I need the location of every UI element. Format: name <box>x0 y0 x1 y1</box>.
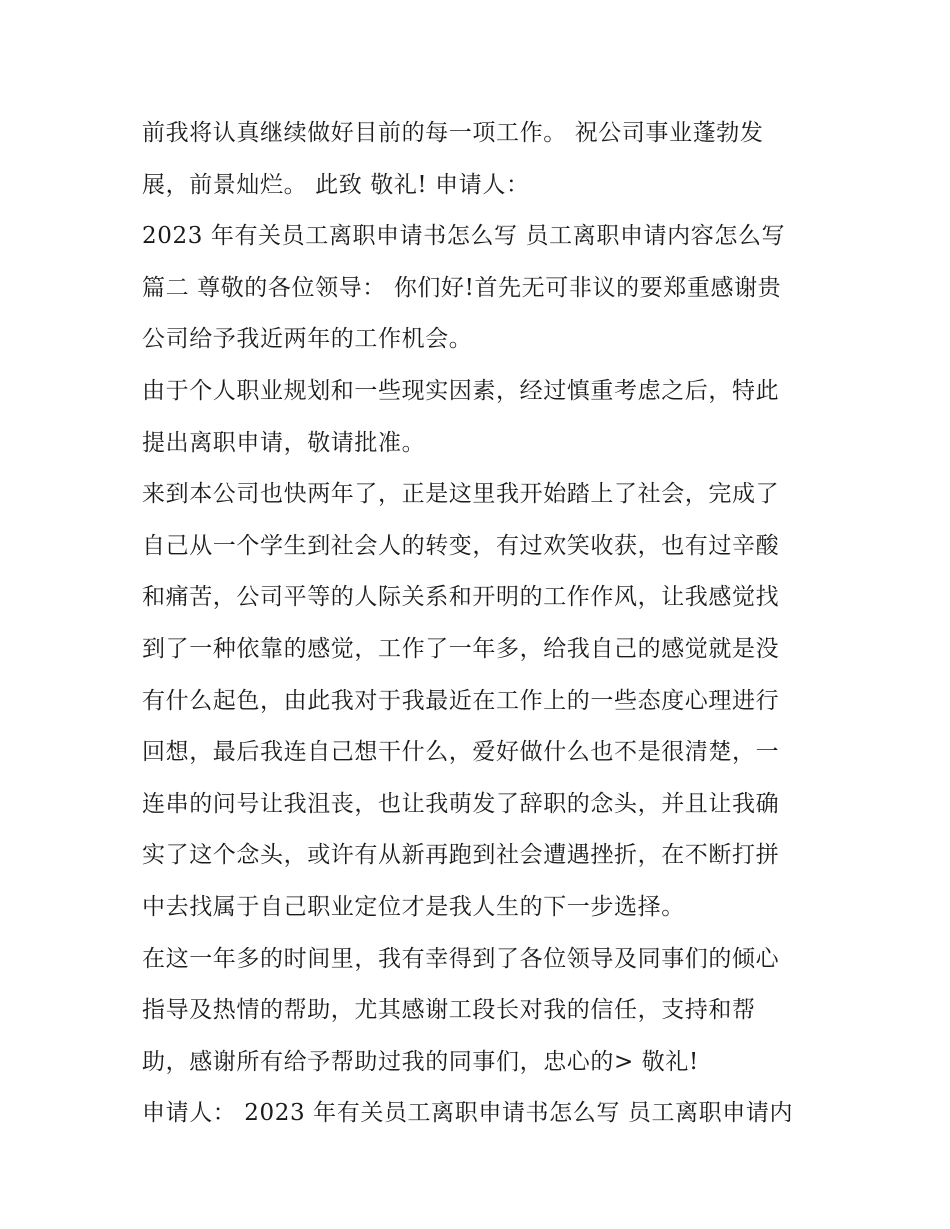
body-text <box>142 108 822 1140</box>
text-line: 来到本公司也快两年了，正是这里我开始踏上了社会，完成了 <box>142 481 780 508</box>
text-line: 申请人： 2023 年有关员工离职申请书怎么写 员工离职申请内 <box>142 1100 794 1127</box>
text-line: 公司给予我近两年的工作机会。 <box>142 326 473 353</box>
text-line: 连串的问号让我沮丧，也让我萌发了辞职的念头，并且让我确 <box>142 790 780 817</box>
text-line: 篇二 尊敬的各位领导： 你们好!首先无可非议的要郑重感谢贵 <box>142 274 782 301</box>
text-line: 自己从一个学生到社会人的转变，有过欢笑收获，也有过辛酸 <box>142 532 780 559</box>
text-line: 助，感谢所有给予帮助过我的同事们，忠心的> 敬礼! <box>142 1048 699 1075</box>
text-line: 展，前景灿烂。 此致 敬礼! 申请人： <box>142 171 530 198</box>
text-line: 指导及热情的帮助，尤其感谢工段长对我的信任，支持和帮 <box>142 997 756 1024</box>
text-line: 有什么起色，由此我对于我最近在工作上的一些态度心理进行 <box>142 687 780 714</box>
text-line: 2023 年有关员工离职申请书怎么写 员工离职申请内容怎么写 <box>142 223 786 250</box>
text-line: 和痛苦，公司平等的人际关系和开明的工作作风，让我感觉找 <box>142 584 780 611</box>
text-line: 回想，最后我连自己想干什么，爱好做什么也不是很清楚，一 <box>142 739 780 766</box>
text-line: 前我将认真继续做好目前的每一项工作。 祝公司事业蓬勃发 <box>142 120 764 146</box>
text-line: 在这一年多的时间里，我有幸得到了各位领导及同事们的倾心 <box>142 945 780 972</box>
text-line: 中去找属于自己职业定位才是我人生的下一步选择。 <box>142 893 685 920</box>
text-line: 由于个人职业规划和一些现实因素，经过慎重考虑之后，特此 <box>142 377 780 404</box>
text-line: 提出离职申请，敬请批准。 <box>142 429 426 456</box>
text-line: 实了这个念头，或许有从新再跑到社会遭遇挫折，在不断打拼 <box>142 842 780 869</box>
text-line: 到了一种依靠的感觉，工作了一年多，给我自己的感觉就是没 <box>142 635 780 662</box>
